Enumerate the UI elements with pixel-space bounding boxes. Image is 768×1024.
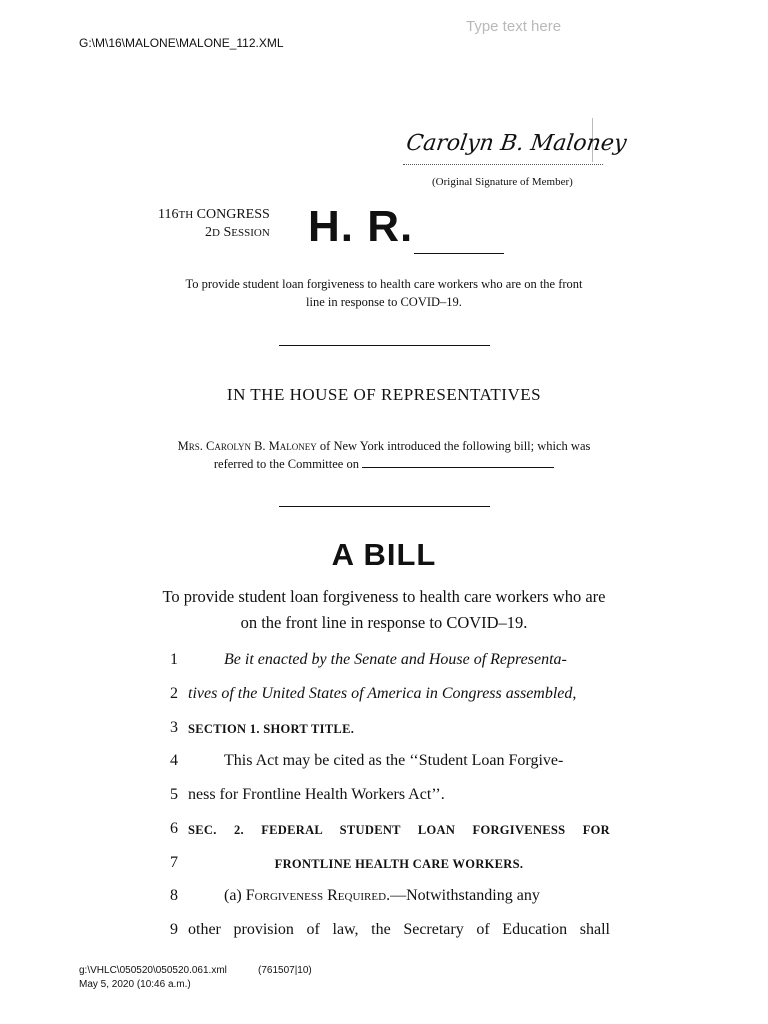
line-number: 1 bbox=[170, 651, 178, 668]
signature-line bbox=[403, 164, 603, 165]
long-title: To provide student loan forgiveness to health care workers who are on the front line in response to COVID–19. bbox=[162, 587, 606, 632]
footer-date: May 5, 2020 (10:46 a.m.) bbox=[79, 979, 191, 990]
short-purpose: To provide student loan forgiveness to health care workers who are on the front line in response to COVID–19. bbox=[185, 277, 583, 309]
line-number: 8 bbox=[170, 887, 178, 904]
introduction-paragraph bbox=[160, 437, 608, 473]
line-number: 2 bbox=[170, 685, 178, 702]
section-heading: SECTION 1. SHORT TITLE. bbox=[188, 722, 355, 736]
bill-heading: A BILL bbox=[331, 537, 437, 572]
committee-blank bbox=[362, 455, 554, 468]
sponsor-name: Mrs. Carolyn B. Maloney bbox=[177, 439, 317, 453]
body-line: ness for Frontline Health Workers Act’’. bbox=[188, 786, 445, 803]
subsection-text: .—Notwithstanding any bbox=[386, 887, 540, 904]
line-number: 9 bbox=[170, 921, 178, 938]
subsection-heading: Forgiveness Required bbox=[245, 887, 387, 904]
session-line: 2D SESSION bbox=[205, 225, 270, 240]
subsection-marker: (a) bbox=[224, 887, 246, 904]
footer-file-path: g:\VHLC\050520\050520.061.xml bbox=[79, 965, 227, 976]
body-line: other provision of law, the Secretary of Education shall bbox=[188, 921, 610, 938]
body-line: This Act may be cited as the ‘‘Student Loan Forgive- bbox=[224, 752, 564, 769]
file-path: G:\M\16\MALONE\MALONE_112.XML bbox=[79, 36, 284, 50]
chamber-heading: IN THE HOUSE OF REPRESENTATIVES bbox=[226, 385, 542, 404]
section-heading-continued: FRONTLINE HEALTH CARE WORKERS. bbox=[274, 857, 524, 871]
congress-line: 116TH CONGRESS bbox=[158, 207, 270, 222]
line-number: 3 bbox=[170, 719, 178, 736]
divider-rule-bottom bbox=[279, 506, 490, 507]
section-heading: SEC. 2. FEDERAL STUDENT LOAN FORGIVENESS FOR bbox=[188, 823, 610, 837]
bill-number-prefix: H. R. bbox=[308, 202, 414, 251]
type-text-placeholder[interactable]: Type text here bbox=[466, 18, 562, 35]
introduction-text: of New York introduced the following bill; which was referred to the Committee on bbox=[213, 439, 591, 471]
enacting-clause-line-2: tives of the United States of America in Congress assembled, bbox=[188, 685, 577, 702]
line-number: 4 bbox=[170, 752, 178, 769]
signature-image bbox=[404, 118, 629, 162]
divider-rule-top bbox=[279, 345, 490, 346]
footer-code: (761507|10) bbox=[258, 965, 312, 976]
line-number: 5 bbox=[170, 786, 178, 803]
body-line bbox=[188, 887, 610, 905]
signature-handwriting: Carolyn B. Maloney bbox=[404, 130, 629, 156]
enacting-clause-line-1: Be it enacted by the Senate and House of Representa- bbox=[224, 651, 567, 668]
congress-session-block bbox=[158, 206, 270, 242]
bill-number-blank bbox=[414, 253, 504, 254]
signature-caption: (Original Signature of Member) bbox=[432, 176, 573, 188]
line-number: 6 bbox=[170, 820, 178, 837]
line-number: 7 bbox=[170, 854, 178, 871]
